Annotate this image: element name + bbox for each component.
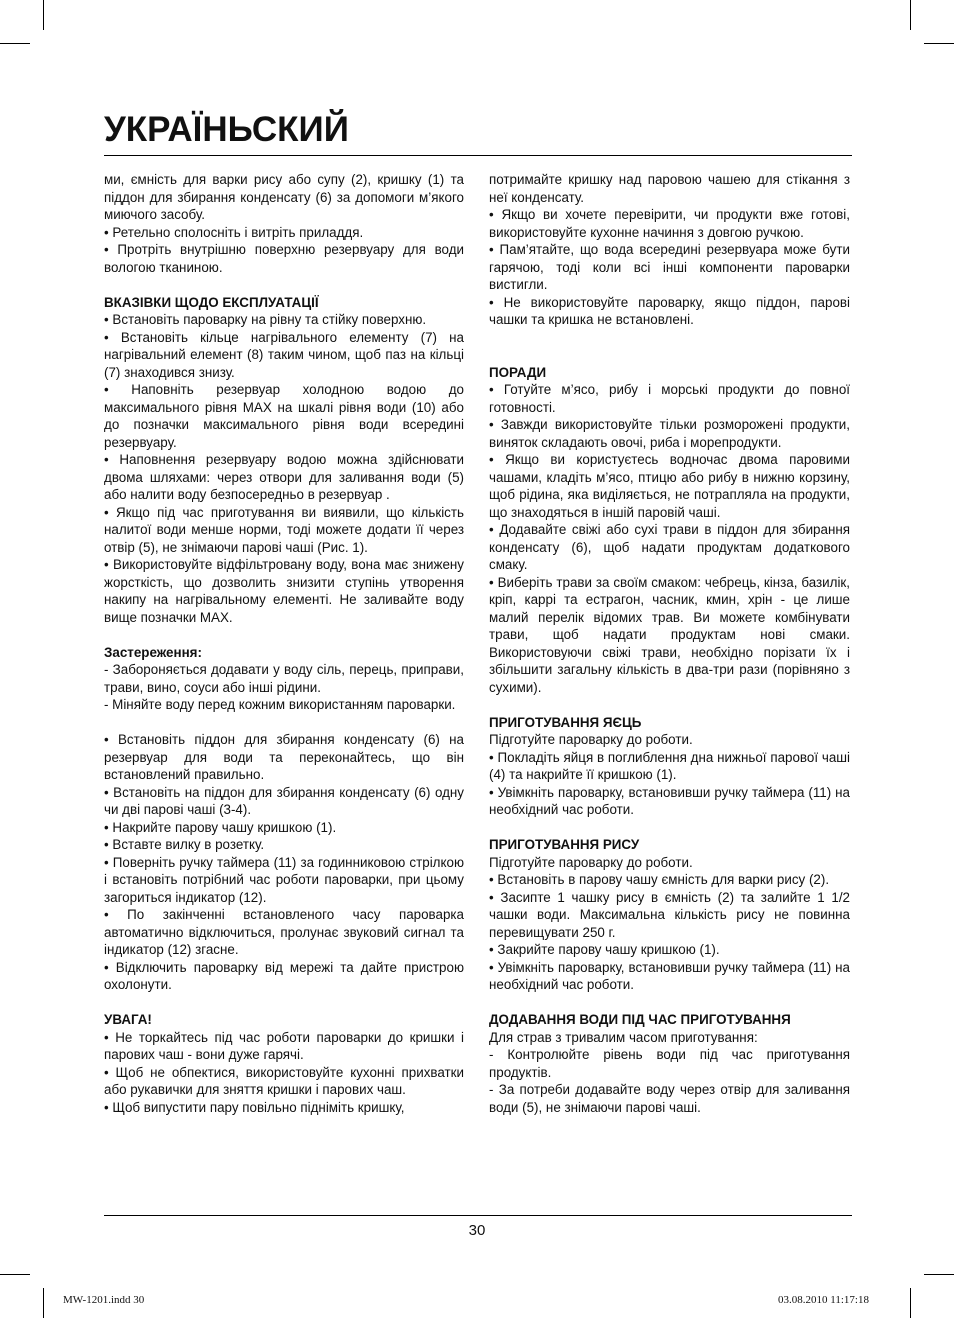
left-column — [104, 171, 464, 1116]
paragraph: • Відключить пароварку від мережі та дайте пристрою охолонути. — [104, 959, 464, 992]
section-heading: УВАГА! — [104, 1012, 152, 1027]
paragraph: • Якщо ви користуєтесь водночас двома паровими чашами, кладіть м’ясо, птицю або рибу в нижню корзину, щоб рідина, яка виділяється, не потрапляла на продукти, що знаходяться в іншій паровій чаші. — [489, 452, 850, 520]
paragraph: Для страв з тривалим часом приготування: — [489, 1029, 758, 1045]
paragraph: • Увімкніть пароварку, встановивши ручку таймера (11) на необхідний час роботи. — [489, 959, 850, 992]
paragraph: • Якщо під час приготування ви виявили, що кількість налитої води менше норми, тоді можете додати її через отвір (5), не знімаючи парові чаші (Рис. 1). — [104, 504, 464, 555]
section-heading: ДОДАВАННЯ ВОДИ ПІД ЧАС ПРИГОТУВАННЯ — [489, 1012, 791, 1027]
paragraph: • Встановіть піддон для збирання конденсату (6) на резервуар для води та переконайтесь, що він встановлений правильно. — [104, 732, 464, 782]
paragraph: - Забороняється додавати у воду сіль, перець, приправи, трави, вино, соуси або інші рідини. — [104, 662, 464, 695]
crop-mark — [43, 1288, 44, 1318]
paragraph: • Покладіть яйця в поглиблення дна нижньої парової чаші (4) та накрийте її кришкою (1). — [489, 749, 850, 782]
crop-mark — [0, 43, 30, 44]
paragraph: • Щоб випустити пару повільно підніміть кришку, — [104, 1099, 405, 1115]
spacer — [489, 994, 850, 1012]
paragraph: • Поверніть ручку таймера (11) за годинниковою стрілкою і встановіть потрібний час роботи пароварки, при цьому загориться індикатор (12). — [104, 854, 464, 905]
spacer — [489, 329, 850, 347]
paragraph: ми, ємність для варки рису або супу (2), кришку (1) та піддон для збирання конденсату (6) за допомоги м’якого миючого засобу. — [104, 172, 464, 222]
crop-mark — [910, 0, 911, 30]
spacer — [489, 696, 850, 714]
paragraph: • Не використовуйте пароварку, якщо піддон, парові чашки та кришка не встановлені. — [489, 294, 850, 327]
section-heading: ПРИГОТУВАННЯ РИСУ — [489, 837, 640, 852]
paragraph: Підготуйте пароварку до роботи. — [489, 732, 693, 747]
spacer — [104, 714, 464, 732]
paragraph: • Закрийте парову чашу кришкою (1). — [489, 942, 720, 957]
footer-rule — [104, 1215, 852, 1216]
paragraph: • Засипте 1 чашку рису в ємність (2) та залийте 1 1/2 чашки води. Максимальна кількість рису не повинна перевищувати 250 г. — [489, 889, 850, 940]
paragraph: • Не торкайтесь під час роботи пароварки до кришки і парових чаш - вони дуже гарячі. — [104, 1029, 464, 1062]
crop-mark — [910, 1288, 911, 1318]
paragraph: • Щоб не обпектися, використовуйте кухонні прихватки або рукавички для зняття кришки і парових чаш. — [104, 1064, 464, 1097]
paragraph: • Увімкніть пароварку, встановивши ручку таймера (11) на необхідний час роботи. — [489, 784, 850, 817]
page-number: 30 — [468, 1222, 486, 1239]
paragraph: Підготуйте пароварку до роботи. — [489, 854, 693, 870]
paragraph: потримайте кришку над паровою чашею для стікання з неї конденсату. — [489, 172, 850, 205]
paragraph: • Виберіть трави за своїм смаком: чебрець, кінза, базилік, кріп, каррі та естрагон, часник, кмин, хрін - це лише малий перелік відомих трав. Ви можете комбінувати трави, щоб надати продуктам нові смаки. Використовуючи свіжі трави, необхідно порізати їх і збільшити загальну кількість в два-три рази (порівняно з сухими). — [489, 574, 850, 695]
spacer — [489, 819, 850, 837]
paragraph: • Накрийте парову чашу кришкою (1). — [104, 819, 337, 835]
footer-file: MW-1201.indd 30 — [63, 1294, 145, 1306]
section-heading: ВКАЗІВКИ ЩОДО ЕКСПЛУАТАЦІЇ — [104, 294, 319, 310]
paragraph: • Пам’ятайте, що вода всередині резервуара може бути гарячою, тоді коли всі інші компоненти пароварки вистигли. — [489, 242, 850, 292]
paragraph: • Протріть внутрішню поверхню резервуару для води вологою тканиною. — [104, 242, 464, 275]
paragraph: • Встановіть кільце нагрівального елементу (7) на нагрівальний елемент (8) таким чином, щоб паз на кільці (7) знаходився знизу. — [104, 329, 464, 380]
paragraph: • Встановіть пароварку на рівну та стійку поверхню. — [104, 312, 427, 327]
paragraph: • Якщо ви хочете перевірити, чи продукти вже готові, використовуйте кухонне начиння з довгою ручкою. — [489, 207, 850, 240]
paragraph: • Завжди використовуйте тільки розморожені продукти, виняток складають овочі, риба і морепродукти. — [489, 417, 850, 450]
crop-mark — [0, 1274, 30, 1275]
crop-mark — [43, 0, 44, 30]
spacer — [104, 626, 464, 644]
paragraph: • Встановіть на піддон для збирання конденсату (6) одну чи дві парові чаші (3-4). — [104, 784, 464, 817]
crop-mark — [924, 1274, 954, 1275]
paragraph: • Використовуйте відфільтровану воду, вона має знижену жорсткість, що дозволить знизити ступінь утворення накипу на нагрівальному елементі. Не заливайте воду вище позначки MAX. — [104, 557, 464, 625]
paragraph: • Додавайте свіжі або сухі трави в піддон для збирання конденсату (6), щоб надати продуктам додаткового смаку. — [489, 522, 850, 572]
section-heading: Застереження: — [104, 644, 202, 660]
paragraph: • Готуйте м’ясо, рибу і морські продукти до повної готовності. — [489, 382, 850, 415]
paragraph: - Міняйте воду перед кожним використанням пароварки. — [104, 697, 456, 712]
footer-datetime: 03.08.2010 11:17:18 — [778, 1294, 869, 1306]
paragraph: - За потреби додавайте воду через отвір для заливання води (5), не знімаючи парові чаші. — [489, 1082, 850, 1115]
paragraph: • По закінченні встановленого часу пароварка автоматично відключиться, пролунає звуковий сигнал та індикатор (12) згасне. — [104, 907, 464, 957]
paragraph: • Наповніть резервуар холодною водою до максимального рівня MAX на шкалі рівня води (10) або до позначки максимального рівня води всередині резервуару. — [104, 382, 464, 450]
spacer — [104, 994, 464, 1012]
header-rule — [104, 155, 852, 156]
right-column — [489, 171, 850, 1116]
paragraph: • Наповнення резервуару водою можна здійснювати двома шляхами: через отвори для заливання води (5) або налити воду безпосередньо в резервуар . — [104, 452, 464, 502]
paragraph: - Контролюйте рівень води під час приготування продуктів. — [489, 1047, 850, 1080]
paragraph: • Встановіть в парову чашу ємність для варки рису (2). — [489, 872, 830, 887]
paragraph: • Ретельно сполосніть і витріть приладдя. — [104, 224, 364, 240]
spacer — [489, 346, 850, 364]
spacer — [104, 276, 464, 294]
section-heading: ПРИГОТУВАННЯ ЯЄЦЬ — [489, 714, 642, 730]
crop-mark — [924, 43, 954, 44]
paragraph: • Вставте вилку в розетку. — [104, 837, 265, 852]
page-title: УКРАЇНЬСКИЙ — [104, 110, 349, 149]
section-heading: ПОРАДИ — [489, 364, 547, 380]
